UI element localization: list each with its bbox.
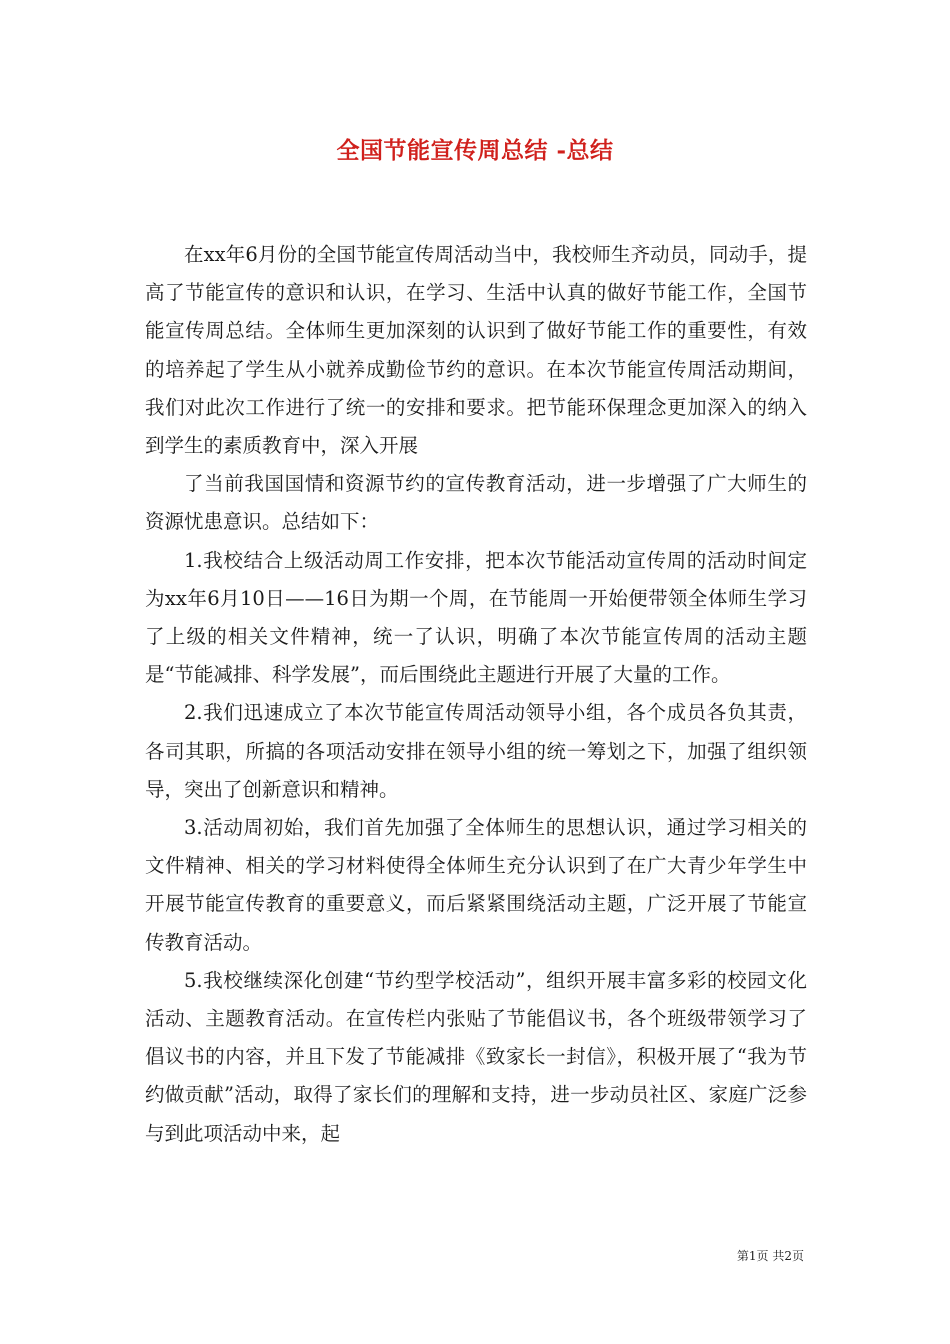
paragraph-intro: 在xx年6月份的全国节能宣传周活动当中，我校师生齐动员，同动手，提高了节能宣传的意识和认识，在学习、生活中认真的做好节能工作，全国节能宣传周总结。全体师生更加深刻的认识到了做好节能工作的重要性，有效的培养起了学生从小就养成勤俭节约的意识。在本次节能宣传周活动期间，我们对此次工作进行了统一的安排和要求。把节能环保理念更加深入的纳入到学生的素质教育中，深入开展 [145, 243, 807, 458]
paragraph-item-2: 2.我们迅速成立了本次节能宣传周活动领导小组，各个成员各负其责，各司其职，所搞的各项活动安排在领导小组的统一筹划之下，加强了组织领导，突出了创新意识和精神。 [145, 701, 807, 801]
page-number-footer: 第1页 共2页 [736, 1249, 804, 1263]
document-body [145, 236, 807, 1153]
document-title: 全国节能宣传周总结 -总结 [336, 137, 614, 164]
paragraph-item-1: 1.我校结合上级活动周工作安排，把本次节能活动宣传周的活动时间定为xx年6月10日——16日为期一个周，在节能周一开始便带领全体师生学习了上级的相关文件精神，统一了认识，明确了本次节能宣传周的活动主题是“节能减排、科学发展”，而后围绕此主题进行开展了大量的工作。 [145, 548, 807, 687]
paragraph-summary-lead: 了当前我国国情和资源节约的宣传教育活动，进一步增强了广大师生的资源忧患意识。总结如下： [145, 472, 807, 534]
paragraph-item-3: 3.活动周初始，我们首先加强了全体师生的思想认识，通过学习相关的文件精神、相关的学习材料使得全体师生充分认识到了在广大青少年学生中开展节能宣传教育的重要意义，而后紧紧围绕活动主题，广泛开展了节能宣传教育活动。 [145, 816, 807, 954]
paragraph-item-5: 5.我校继续深化创建“节约型学校活动”，组织开展丰富多彩的校园文化活动、主题教育活动。在宣传栏内张贴了节能倡议书，各个班级带领学习了倡议书的内容，并且下发了节能减排《致家长一封信》，积极开展了“我为节约做贡献”活动，取得了家长们的理解和支持，进一步动员社区、家庭广泛参与到此项活动中来，起 [145, 968, 807, 1145]
